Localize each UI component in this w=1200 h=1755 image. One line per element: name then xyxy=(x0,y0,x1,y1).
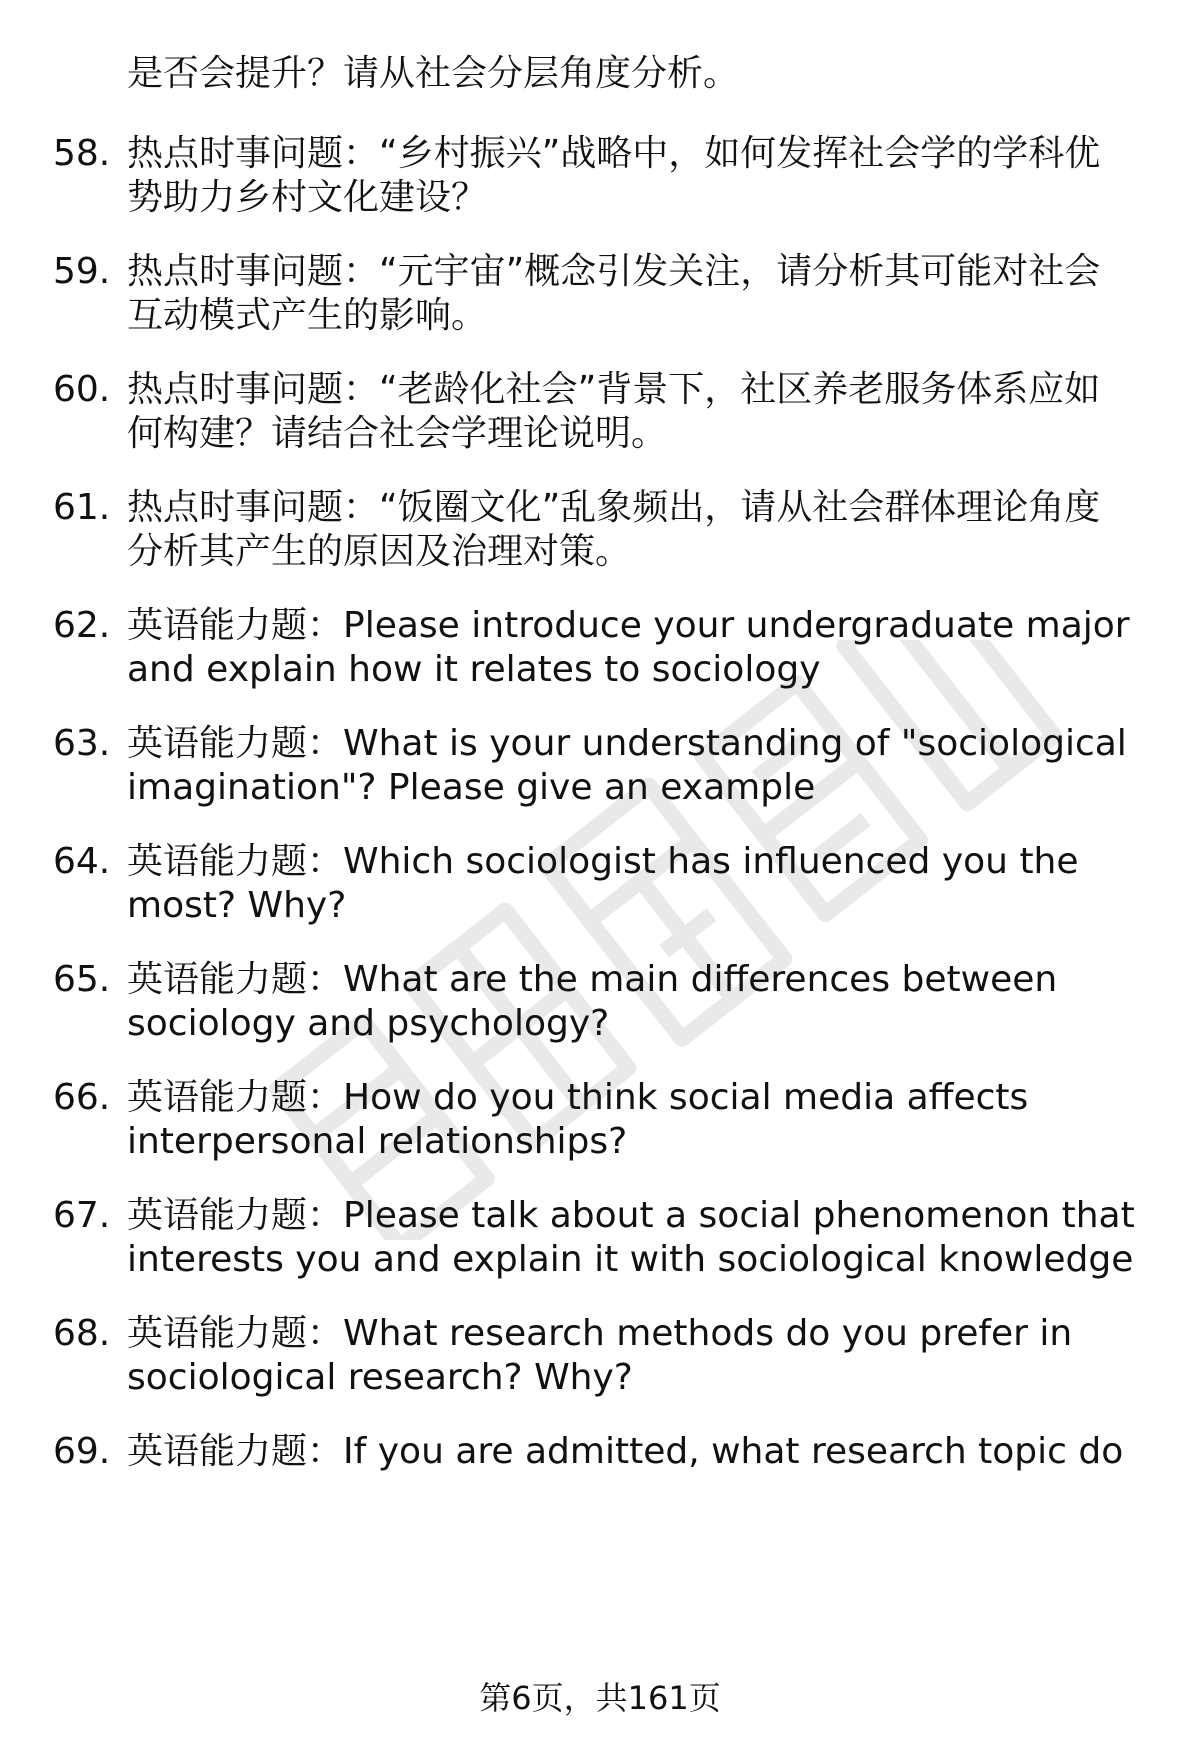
item-text-line: 何构建？请结合社会学理论说明。 xyxy=(127,413,668,454)
item-text-line: 英语能力题：Please talk about a social phenomenon that xyxy=(127,1195,1135,1236)
item-number: 62. xyxy=(53,605,111,646)
item-text-line: 英语能力题：What research methods do you prefer in xyxy=(127,1313,1073,1354)
item-text-line: 热点时事问题：“乡村振兴”战略中，如何发挥社会学的学科优 xyxy=(127,133,1101,174)
item-text-line: interpersonal relationships? xyxy=(127,1121,628,1162)
item-number: 65. xyxy=(53,959,111,1000)
item-text-line: 热点时事问题：“元宇宙”概念引发关注，请分析其可能对社会 xyxy=(127,251,1101,292)
page-number-footer: 第6页，共161页 xyxy=(479,1679,721,1717)
item-text-line: 热点时事问题：“老龄化社会”背景下，社区养老服务体系应如 xyxy=(127,369,1101,410)
item-text-line: 英语能力题：How do you think social media affects xyxy=(127,1077,1029,1118)
item-text-line: most? Why? xyxy=(127,885,347,926)
item-text-line: sociological research? Why? xyxy=(127,1357,633,1398)
item-text-line: 英语能力题：What are the main differences between xyxy=(127,959,1058,1000)
item-text-line: sociology and psychology? xyxy=(127,1003,610,1044)
item-number: 61. xyxy=(53,487,111,528)
item-number: 58. xyxy=(53,133,111,174)
item-text-line: 英语能力题：If you are admitted, what research topic do xyxy=(127,1431,1124,1472)
item-text-line: 分析其产生的原因及治理对策。 xyxy=(127,531,632,572)
item-text-line: 互动模式产生的影响。 xyxy=(127,295,488,336)
item-text-line: 势助力乡村文化建设？ xyxy=(127,177,488,218)
item-text-line: imagination"? Please give an example xyxy=(127,767,816,808)
item-text-line: interests you and explain it with sociological knowledge xyxy=(127,1239,1134,1280)
item-number: 68. xyxy=(53,1313,111,1354)
item-text-line: 英语能力题：Which sociologist has influenced you the xyxy=(127,841,1079,882)
item-text-line: 热点时事问题：“饭圈文化”乱象频出，请从社会群体理论角度 xyxy=(127,487,1101,528)
item-text-line: and explain how it relates to sociology xyxy=(127,649,821,690)
item-number: 59. xyxy=(53,251,111,292)
item-number: 63. xyxy=(53,723,111,764)
item-number: 60. xyxy=(53,369,111,410)
item-number: 64. xyxy=(53,841,111,882)
item-number: 66. xyxy=(53,1077,111,1118)
item-continuation-line: 是否会提升？请从社会分层角度分析。 xyxy=(127,53,740,94)
item-text-line: 英语能力题：Please introduce your undergraduate major xyxy=(127,605,1130,646)
item-number: 69. xyxy=(53,1431,111,1472)
item-text-line: 英语能力题：What is your understanding of "sociological xyxy=(127,723,1127,764)
item-number: 67. xyxy=(53,1195,111,1236)
